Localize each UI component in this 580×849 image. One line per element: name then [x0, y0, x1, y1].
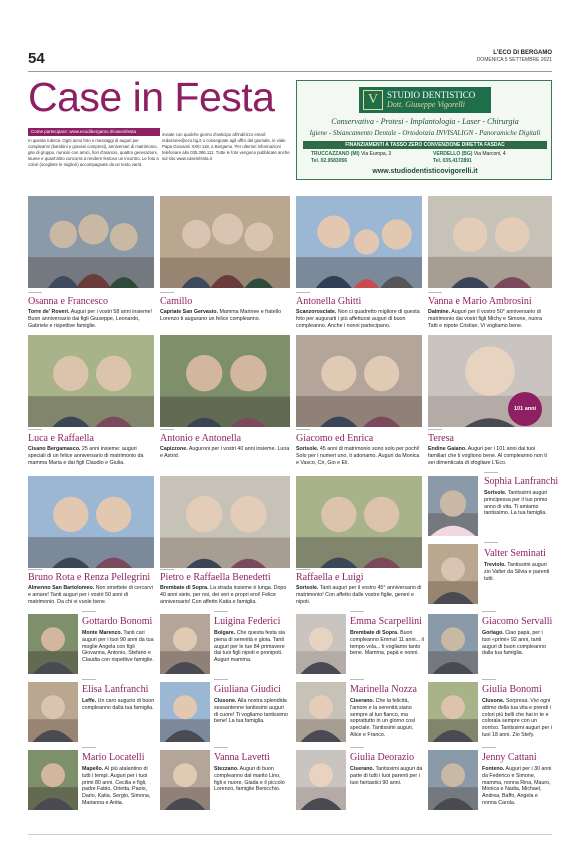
city: VERDELLO (BG) — [433, 151, 473, 157]
name-divider — [350, 747, 364, 748]
name-divider — [28, 569, 42, 570]
greeting-photo — [296, 614, 346, 674]
greeting-name: Camillo — [160, 296, 193, 307]
name-divider — [214, 679, 228, 680]
greeting-photo — [428, 544, 478, 604]
greeting-name: Valter Seminati — [484, 548, 546, 559]
name-divider — [296, 429, 310, 430]
greeting-place: Sorisole. — [296, 446, 319, 452]
intro-text-1: In questa rubrica. Ogni anno foto e messaggi di auguri per compleanni (bambini e giovani compresi), anniversari di matrimonio, gite di gruppo, riunioni con amici, fiori d'arancio, quattro generazioni, lauree e quant'altro concorra a rendere festoso un incontro. Le foto a colori (scegliete le migliori) accompagnate da un testo varrà — [28, 138, 159, 167]
greeting-text: Ciao papà, per i tuoi «primi» 92 anni, tanti auguri di buon compleanno dalla tua famiglia. — [482, 630, 546, 657]
name-divider — [428, 292, 442, 293]
greeting-message — [484, 490, 552, 517]
greeting-name: Pietro e Raffaella Benedetti — [160, 572, 271, 583]
greeting-photo — [160, 614, 210, 674]
greeting-name: Teresa — [428, 433, 454, 444]
address-truccazzano — [311, 151, 391, 165]
greeting-place: Ciserano. — [350, 766, 375, 772]
greeting-name: Sophia Lanfranchi — [484, 476, 559, 487]
street: Via Europa, 3 — [361, 151, 392, 157]
greeting-photo — [28, 476, 154, 568]
greeting-photo — [160, 682, 210, 742]
greeting-message — [214, 766, 288, 793]
greeting-message — [160, 309, 290, 323]
greeting-text: Tantissimi auguri zio Valter da Silvia e parenti tutti. — [484, 562, 550, 582]
name-divider — [160, 569, 174, 570]
greeting-message — [28, 309, 154, 329]
greeting-message — [296, 309, 422, 329]
greeting-text: Auguri per i 101 anni dai tuoi familiari che ti vogliono bene. Al compleanno non ti sei dimenticata di sfogliare L'Eco. — [428, 446, 547, 466]
intro-text-2: inviate con qualche giorno d'anticipo all'indirizzo email: redazione@eco.bg.it o consegnate agli uffici del giornale, in viale Papa Giovanni XXIII 118, a Bergamo. Per ulteriori informazioni telefonare allo 035.386.111. Tutte le foto vengono pubblicate anche sul sito www.caseinfesta.it — [162, 132, 290, 161]
name-divider — [214, 747, 228, 748]
name-divider — [296, 292, 310, 293]
name-divider — [484, 542, 498, 543]
greeting-place: Capriate San Gervasio. — [160, 309, 218, 315]
greeting-name: Osanna e Francesco — [28, 296, 108, 307]
greeting-place: Endine Gaiano. — [428, 446, 467, 452]
name-divider — [350, 611, 364, 612]
greeting-place: Ciserano. — [350, 698, 375, 704]
greeting-message — [214, 630, 288, 664]
greeting-photo — [428, 614, 478, 674]
name-divider — [82, 679, 96, 680]
greeting-message — [482, 766, 552, 807]
greeting-photo — [28, 750, 78, 810]
name-divider — [428, 429, 442, 430]
greeting-text: La strada insieme è lunga. Dopo 40 anni siete, per noi, dei veri e propri eroi! Felice anniversario! Con affetto Katia e famiglia. — [160, 585, 287, 605]
greeting-text: Auguroni per i vostri 40 anni insieme. Luna e Astrid. — [160, 446, 290, 459]
name-divider — [82, 747, 96, 748]
name-divider — [482, 679, 496, 680]
studio-name: STUDIO DENTISTICO — [387, 90, 476, 100]
greeting-name: Vanna Lavetti — [214, 752, 270, 763]
greeting-place: Dalmine. — [428, 309, 451, 315]
greeting-text: Auguri per i vostri 58 anni insieme! Buon anniversario dai figli Giuseppe, Leonardo, Gabriele e rispettive famiglie. — [28, 309, 152, 329]
greeting-text: Auguri per i 30 anni da Federico e Simone, mamma, nonna Rina, Mauro, Monica e Nadia, Michael, Andrea, Baffo, Angela e nonna Carola. — [482, 766, 552, 806]
greeting-message — [428, 446, 552, 466]
greeting-text: Al più atalantino di tutti i tempi. Auguri per i tuoi primi 80 anni. Cecilia e figli, padre Fabio, Orietta, Paolo, Dario, Katia, Sergio, Simona, Marianna e Anita. — [82, 766, 151, 806]
greeting-text: 25 anni insieme: auguri speciali di un felice anniversario di matrimonio da mamma Maria e dai figli Claudio e Giulia. — [28, 446, 144, 466]
greeting-photo — [296, 682, 346, 742]
greeting-place: Stezzano. — [214, 766, 239, 772]
greeting-name: Luca e Raffaella — [28, 433, 94, 444]
phone: Tel. 035.4172891 — [433, 158, 472, 164]
greeting-place: Sorisole. — [484, 490, 507, 496]
greeting-text: Buon compleanno Emma! 11 anni... il tempo vola... ti vogliamo tanto bene. Mamma, papà e nonni. — [350, 630, 424, 657]
greeting-message — [82, 630, 156, 664]
greeting-message — [350, 630, 424, 657]
greeting-name: Bruno Rota e Renza Pellegrini — [28, 572, 151, 583]
greeting-place: Treviolo. — [484, 562, 506, 568]
greeting-text: Non smettete di cercarvi e amare! Tanti auguri per i vostri 50 anni di matrimonio. Da chi vi vuole bene. — [28, 585, 153, 605]
greeting-photo — [160, 476, 290, 568]
greeting-photo — [28, 335, 154, 427]
greeting-photo — [428, 196, 552, 288]
page-title: Case in Festa — [28, 74, 275, 120]
greeting-name: Luigina Federici — [214, 616, 281, 627]
name-divider — [28, 429, 42, 430]
greeting-place: Capizzone. — [160, 446, 188, 452]
services-line-1: Conservativa - Protesi - Implantologia - Laser - Chirurgia — [331, 117, 519, 126]
greeting-message — [214, 698, 288, 725]
page-number: 54 — [28, 50, 45, 67]
name-divider — [28, 292, 42, 293]
greeting-photo — [28, 196, 154, 288]
name-divider — [350, 679, 364, 680]
name-divider — [482, 747, 496, 748]
greeting-message — [296, 446, 422, 466]
greeting-name: Antonio e Antonella — [160, 433, 242, 444]
greeting-text: Un caro augurio di buon compleanno dalla tua famiglia. — [82, 698, 155, 711]
greeting-place: Sorisole. — [296, 585, 319, 591]
greeting-place: Mapello. — [82, 766, 104, 772]
greeting-place: Scanzorosciate. — [296, 309, 337, 315]
services-line-2: Igiene - Sbiancamento Dentale - Ortodonzia INVISALIGN - Panoramiche Digitali — [309, 129, 541, 137]
dental-studio-logo — [359, 87, 491, 113]
greeting-name: Vanna e Mario Ambrosini — [428, 296, 532, 307]
greeting-photo — [428, 476, 478, 536]
greeting-place: Brembate di Sopra. — [160, 585, 209, 591]
name-divider — [160, 292, 174, 293]
greeting-photo — [28, 614, 78, 674]
participation-link[interactable]: Come partecipare: www.ecodibergamo.it/caseinfesta — [28, 128, 160, 136]
greeting-name: Jenny Cattani — [482, 752, 537, 763]
greeting-text: Non ci quadretto migliore di questa foto per augurarti i più affettuosi auguri di buon compleanno. Anche i nonni partecipano. — [296, 309, 420, 329]
greeting-message — [160, 446, 290, 460]
newspaper-name: L'ECO DI BERGAMO — [493, 50, 552, 56]
greeting-text: Tanti cari auguri per i tuoi 90 anni da tua moglie Angela con figli Giovanna, Antonio, Stefano e Claudia con rispettive famiglie. — [82, 630, 154, 664]
greeting-place: Bolgare. — [214, 630, 236, 636]
doctor-name: Dott. Giuseppe Vigorelli — [387, 100, 465, 109]
greeting-photo — [28, 682, 78, 742]
greeting-name: Elisa Lanfranchi — [82, 684, 149, 695]
greeting-message — [350, 766, 424, 786]
greeting-text: 45 anni di matrimonio sono solo per pochi! Solo per i numeri uno, ti adoriamo. Auguri da Monica e Vasco, Cri, Gio e Eli. — [296, 446, 420, 466]
greeting-message — [482, 630, 552, 657]
greeting-photo — [160, 335, 290, 427]
greeting-name: Giacomo ed Enrica — [296, 433, 374, 444]
name-divider — [214, 611, 228, 612]
greeting-message — [160, 585, 290, 605]
greeting-text: Tanti auguri per il vostro 45° anniversario di matrimonio! Con affetto dalle vostre figlie, generi e nipoti. — [296, 585, 422, 605]
name-divider — [482, 611, 496, 612]
greeting-place: Almenno San Bartolomeo. — [28, 585, 95, 591]
name-divider — [160, 429, 174, 430]
greeting-message — [482, 698, 552, 739]
city: TRUCCAZZANO (MI) — [311, 151, 360, 157]
greeting-message — [82, 766, 156, 807]
greeting-name: Giuliana Giudici — [214, 684, 281, 695]
greeting-name: Giulia Deorazio — [350, 752, 415, 763]
name-divider — [296, 569, 310, 570]
greeting-message — [82, 698, 156, 712]
greeting-photo — [296, 335, 422, 427]
greeting-name: Antonella Ghitti — [296, 296, 362, 307]
greeting-place: Cisano Bergamasco. — [28, 446, 81, 452]
logo-mark-icon: V — [363, 90, 383, 110]
greeting-photo — [160, 196, 290, 288]
greeting-text: Sorpresa. Vivi ogni attimo della tua vita e prendi i colori più belli che hai in te e colorala sempre con un sorriso. Tantissimi auguri per i tuoi 18 anni. Zio Stefy. — [482, 698, 552, 738]
greeting-place: Monte Marenzo. — [82, 630, 123, 636]
greeting-place: Clusone. — [482, 698, 505, 704]
greeting-photo — [160, 750, 210, 810]
greeting-message — [484, 562, 552, 582]
greeting-place: Fonteno. — [482, 766, 505, 772]
greeting-photo — [296, 196, 422, 288]
greeting-place: Clusone. — [214, 698, 237, 704]
studio-website-link[interactable]: www.studiodentisticovigorelli.it — [372, 168, 478, 175]
greeting-place: Torre de' Roveri. — [28, 309, 70, 315]
greeting-message — [28, 446, 154, 466]
greeting-text: Che questa festa sia piena di serenità e gioia. Tanti auguri per le tue 84 primavere dai tuoi figli nipoti e pronipoti. Auguri mamma. — [214, 630, 285, 664]
greeting-photo — [296, 750, 346, 810]
greeting-name: Emma Scarpellini — [350, 616, 422, 627]
age-badge: 101 anni — [508, 392, 542, 426]
greeting-photo — [428, 750, 478, 810]
street: Via Marconi, 4 — [473, 151, 506, 157]
greeting-text: Tantissimi auguri principessa per il tuo primo anno di vita. Ti amiamo tantissimo. La tua famiglia. — [484, 490, 548, 517]
greeting-name: Mario Locatelli — [82, 752, 145, 763]
greeting-place: Brembate di Sopra. — [350, 630, 399, 636]
name-divider — [82, 611, 96, 612]
greeting-text: Che la felicità, l'amore e la serenità siano sempre al tuo fianco, ma soprattutto in un giorno così speciale. Tantissimi auguri, Alice e Franco. — [350, 698, 416, 738]
greeting-photo — [428, 682, 478, 742]
greeting-name: Gottardo Bonomi — [82, 616, 153, 627]
greeting-place: Leffe. — [82, 698, 97, 704]
greeting-name: Giulia Bonomi — [482, 684, 542, 695]
greeting-place: Gorlago. — [482, 630, 504, 636]
greeting-photo — [296, 476, 422, 568]
greeting-name: Marinella Nozza — [350, 684, 417, 695]
greeting-text: Tantissimi auguri da parte di tutti i tuoi parenti per i tuoi fantastici 90 anni. — [350, 766, 423, 786]
financing-band: FINANZIAMENTI A TASSO ZERO CONVENZIONE DIRETTA FASDAC — [303, 141, 547, 149]
issue-date: DOMENICA 5 SETTEMBRE 2021 — [476, 57, 552, 63]
dental-advertisement[interactable] — [296, 80, 552, 180]
address-verdello — [433, 151, 506, 165]
phone: Tel. 02.9583056 — [311, 158, 348, 164]
greeting-text: Mamma Marinee e fratello Lorenzo ti augurano un felice compleanno. — [160, 309, 282, 322]
greeting-text: Alla nostra splendida sessantenne tantissimi auguri di cuore! Ti vogliamo tantissimo bene! La tua famiglia. — [214, 698, 288, 725]
greeting-message — [428, 309, 552, 329]
greeting-message — [350, 698, 424, 739]
name-divider — [484, 472, 498, 473]
page-footer-rule — [28, 834, 552, 835]
greeting-name: Raffaella e Luigi — [296, 572, 364, 583]
masthead — [477, 50, 552, 64]
greeting-message — [28, 585, 154, 605]
greeting-message — [296, 585, 422, 605]
greeting-text: Auguri di buon compleanno dal marito Lino, figli e nuore, Giada e il piccolo Lorenzo, famiglie Benicchio. — [214, 766, 285, 793]
greeting-text: Auguri per il vostro 50° anniversario di matrimonio dai vostri figli Michy e Simone, nuora Tatti e nipote Cristian. Vi vogliamo bene. — [428, 309, 542, 329]
page-header — [28, 48, 552, 72]
greeting-name: Giacomo Servalli — [482, 616, 553, 627]
